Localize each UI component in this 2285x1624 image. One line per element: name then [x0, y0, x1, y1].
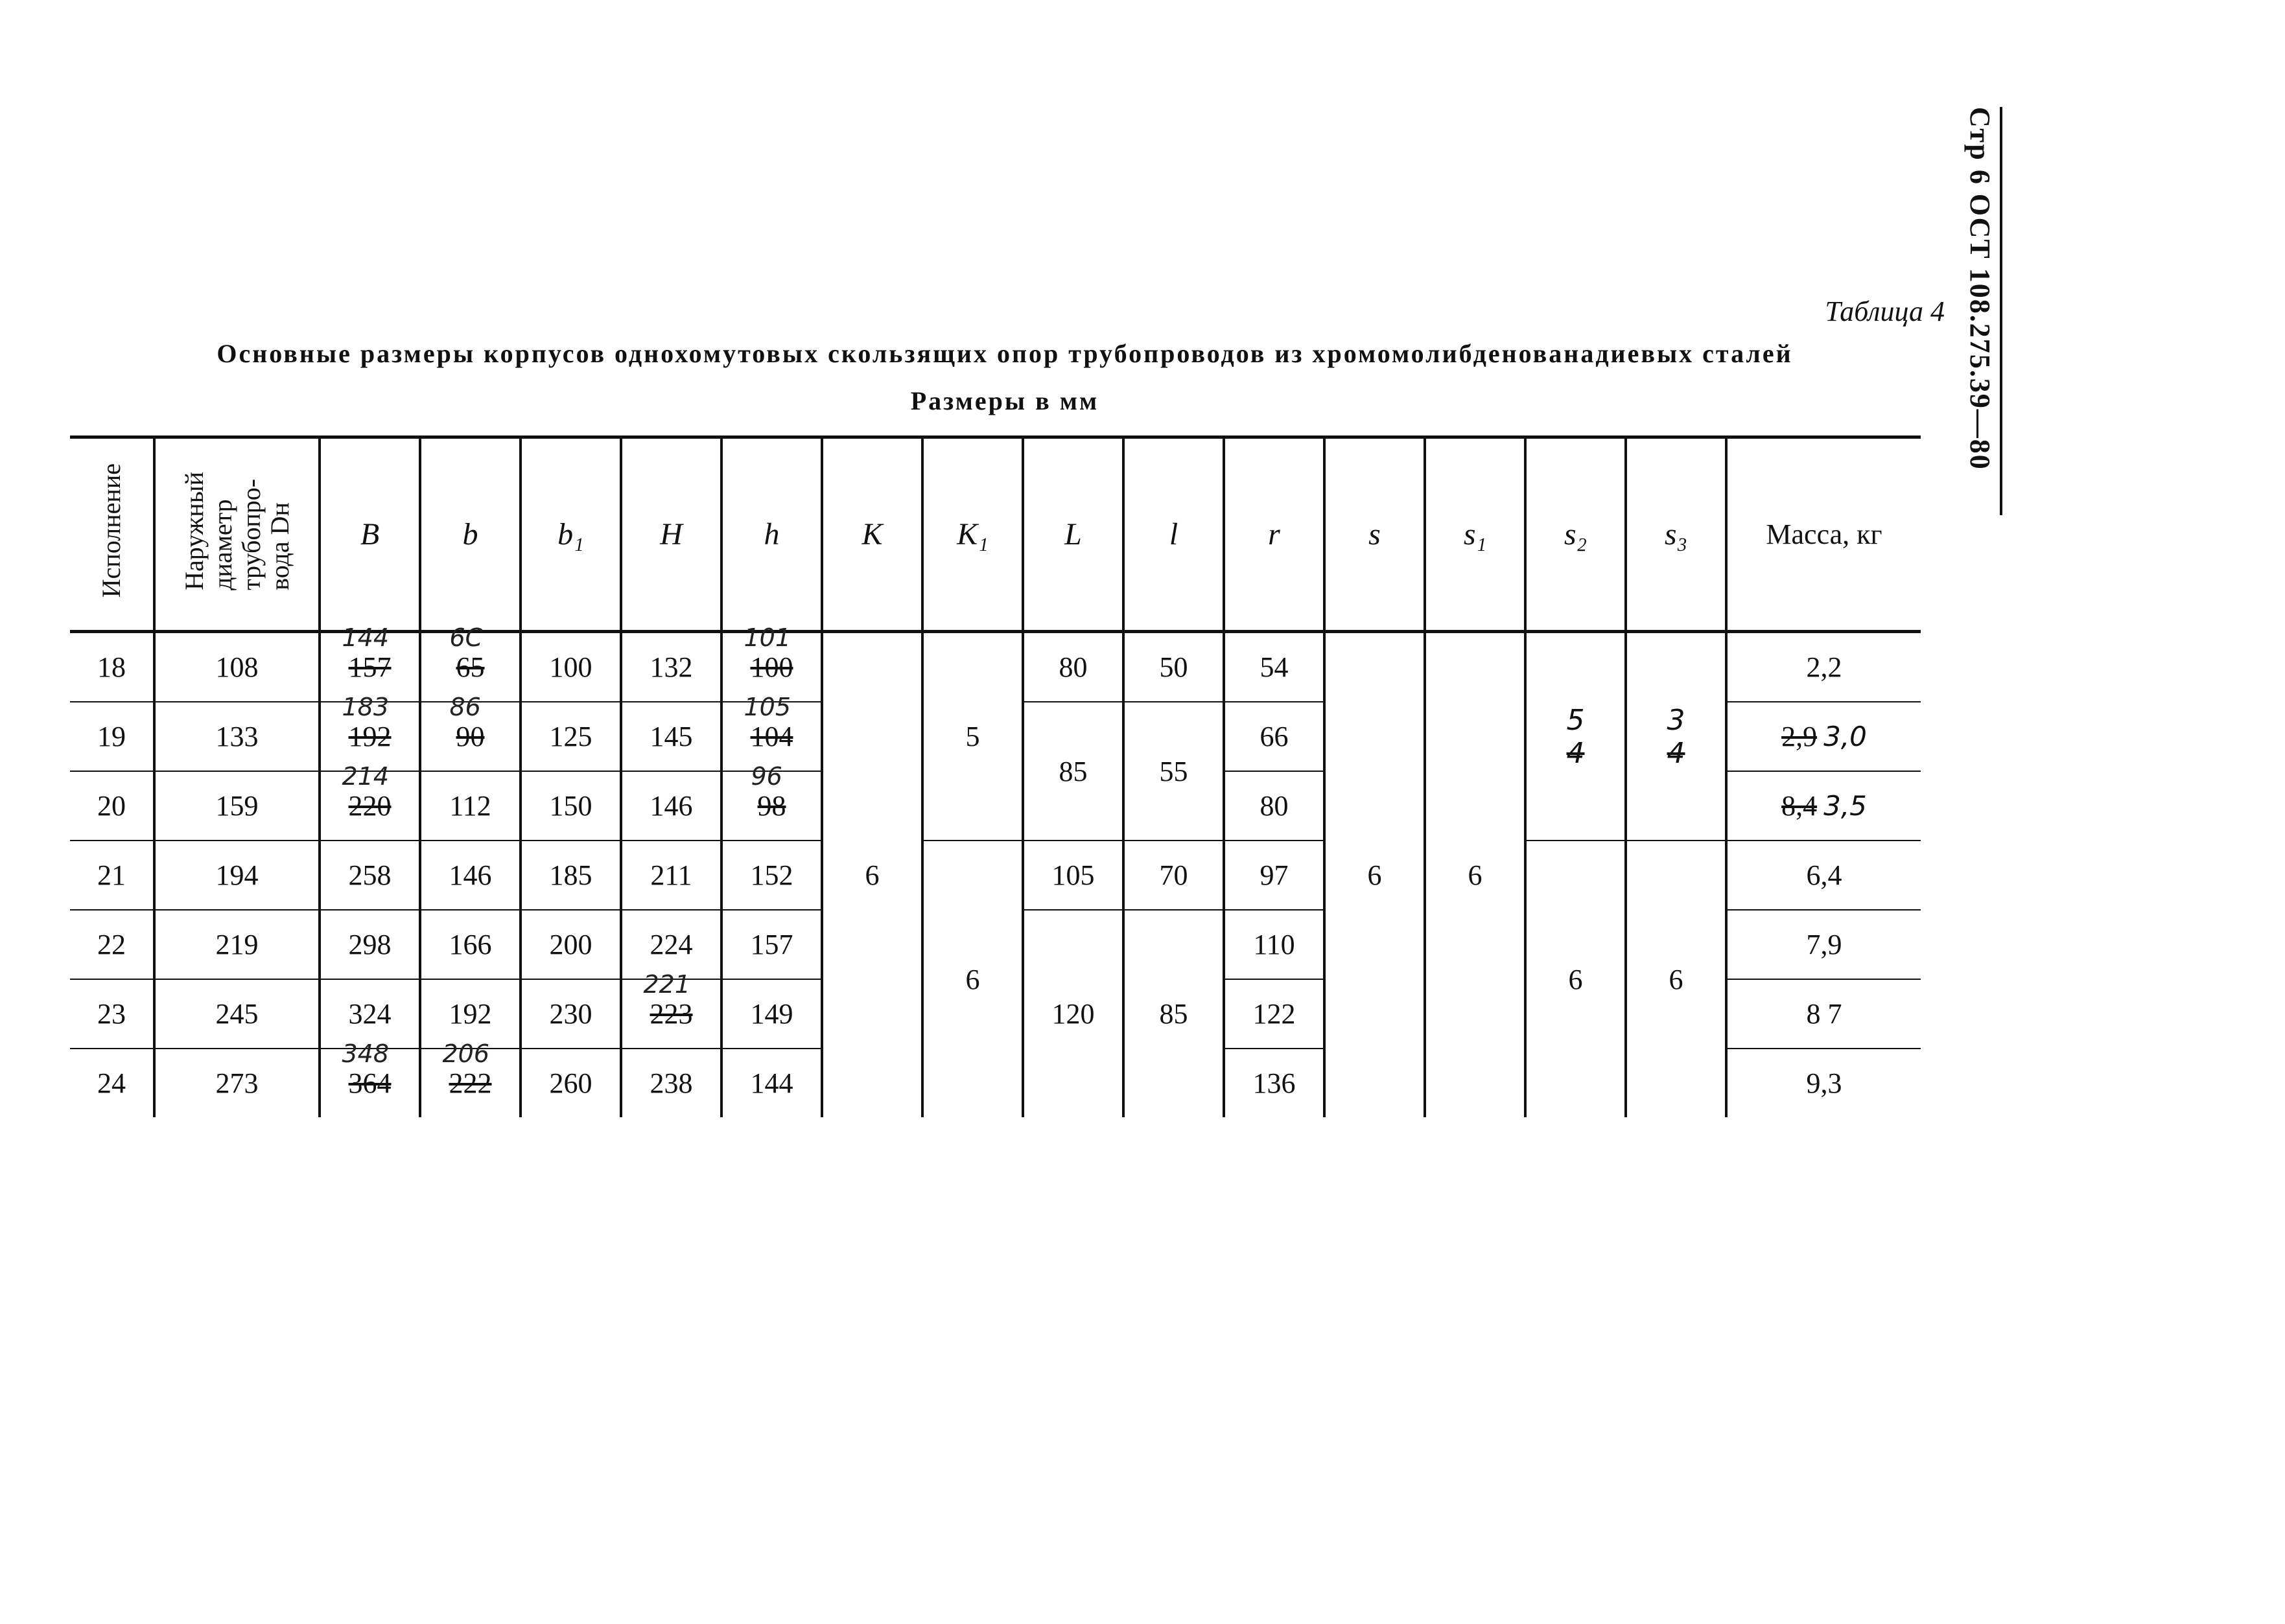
handwritten-correction: 348	[342, 1039, 390, 1068]
cell-h: 96 98	[721, 771, 822, 841]
handwritten-correction: 214	[342, 762, 390, 791]
cell-s2-top: 5 4	[1525, 632, 1626, 841]
cell-H: 211	[621, 841, 721, 910]
dimensions-table	[70, 435, 1921, 1117]
cell-r: 122	[1224, 979, 1324, 1049]
cell-H: 132	[621, 632, 721, 702]
cell-s-merged: 6	[1324, 632, 1425, 1118]
cell-h: 144	[721, 1049, 822, 1117]
cell-isp: 21	[70, 841, 154, 910]
cell-r: 54	[1224, 632, 1324, 702]
cell-isp: 20	[70, 771, 154, 841]
cell-B: 324	[320, 979, 420, 1049]
handwritten-correction: 144	[342, 623, 390, 652]
cell-mass: 7,9	[1726, 910, 1921, 979]
table-row	[70, 632, 1921, 702]
cell-H: 146	[621, 771, 721, 841]
col-header-diameter: Наружный диаметр трубопро- вода Dн	[154, 437, 320, 632]
cell-diameter: 159	[154, 771, 320, 841]
cell-B: 348 364	[320, 1049, 420, 1117]
cell-isp: 24	[70, 1049, 154, 1117]
cell-B: 258	[320, 841, 420, 910]
cell-mass: 2,2	[1726, 632, 1921, 702]
handwritten-correction: 105	[744, 693, 791, 721]
cell-mass: 8 7	[1726, 979, 1921, 1049]
col-header-s2: s₂	[1525, 437, 1626, 632]
cell-isp: 22	[70, 910, 154, 979]
page-header-text: Стр 6 ОСТ 108.275.39—80	[1964, 107, 1996, 470]
cell-b1: 100	[521, 632, 621, 702]
cell-H: 238	[621, 1049, 721, 1117]
cell-s2-bottom: 6	[1525, 841, 1626, 1117]
col-header-b1: b₁	[521, 437, 621, 632]
table-caption: Основные размеры корпусов однохомутовых скользящих опор трубопроводов из хромомолибденованадиевых сталей	[217, 339, 1793, 368]
cell-diameter: 245	[154, 979, 320, 1049]
cell-h: 152	[721, 841, 822, 910]
page-header	[1964, 107, 2016, 522]
cell-H: 224	[621, 910, 721, 979]
col-header-H: H	[621, 437, 721, 632]
cell-diameter: 108	[154, 632, 320, 702]
cell-b: 166	[420, 910, 521, 979]
cell-isp: 23	[70, 979, 154, 1049]
cell-l: 70	[1123, 841, 1224, 910]
cell-b: 112	[420, 771, 521, 841]
cell-l: 50	[1123, 632, 1224, 702]
cell-mass: 6,4	[1726, 841, 1921, 910]
cell-s1-merged: 6	[1425, 632, 1525, 1118]
table-label: Таблица 4	[1825, 296, 1945, 327]
cell-h: 149	[721, 979, 822, 1049]
cell-b: 86 90	[420, 702, 521, 771]
cell-diameter: 219	[154, 910, 320, 979]
cell-L: 105	[1023, 841, 1123, 910]
cell-diameter: 273	[154, 1049, 320, 1117]
cell-L-merged: 120	[1023, 910, 1123, 1117]
cell-r: 66	[1224, 702, 1324, 771]
col-header-K1: K₁	[922, 437, 1023, 632]
table-subcaption: Размеры в мм	[910, 386, 1099, 415]
col-header-h: h	[721, 437, 822, 632]
cell-b: 192	[420, 979, 521, 1049]
cell-r: 136	[1224, 1049, 1324, 1117]
cell-B: 214 220	[320, 771, 420, 841]
col-header-b: b	[420, 437, 521, 632]
col-header-K: K	[822, 437, 922, 632]
cell-b1: 230	[521, 979, 621, 1049]
col-header-mass: Масса, кг	[1726, 437, 1921, 632]
cell-b1: 125	[521, 702, 621, 771]
cell-r: 97	[1224, 841, 1324, 910]
cell-l-merged: 55	[1123, 702, 1224, 841]
col-header-s1: s₁	[1425, 437, 1525, 632]
cell-diameter: 133	[154, 702, 320, 771]
col-header-ispolnenie: Исполнение	[70, 437, 154, 632]
handwritten-correction: 86	[449, 693, 481, 721]
cell-b: 6С 65	[420, 632, 521, 702]
cell-b1: 185	[521, 841, 621, 910]
cell-K1-top: 5	[922, 632, 1023, 841]
col-header-s3: s₃	[1626, 437, 1726, 632]
cell-b1: 150	[521, 771, 621, 841]
cell-h: 101 100	[721, 632, 822, 702]
cell-H: 145	[621, 702, 721, 771]
handwritten-correction: 206	[442, 1039, 490, 1068]
col-header-r: r	[1224, 437, 1324, 632]
cell-B: 144 157	[320, 632, 420, 702]
cell-isp: 18	[70, 632, 154, 702]
cell-b: 146	[420, 841, 521, 910]
cell-B: 183 192	[320, 702, 420, 771]
cell-h: 105 104	[721, 702, 822, 771]
cell-K1-bottom: 6	[922, 841, 1023, 1117]
cell-b1: 260	[521, 1049, 621, 1117]
cell-diameter: 194	[154, 841, 320, 910]
cell-b1: 200	[521, 910, 621, 979]
handwritten-correction: 5	[1566, 703, 1585, 737]
handwritten-correction: 101	[744, 623, 791, 652]
dimensions-table-wrap	[70, 435, 1921, 1117]
cell-h: 157	[721, 910, 822, 979]
cell-mass: 2,9 3,0	[1726, 702, 1921, 771]
handwritten-correction: 183	[342, 693, 390, 721]
cell-K-merged: 6	[822, 632, 922, 1118]
cell-r: 110	[1224, 910, 1324, 979]
cell-L-merged: 85	[1023, 702, 1123, 841]
handwritten-correction: 221	[643, 970, 691, 999]
cell-L: 80	[1023, 632, 1123, 702]
cell-r: 80	[1224, 771, 1324, 841]
handwritten-correction: 3	[1667, 703, 1685, 737]
col-header-l: l	[1123, 437, 1224, 632]
cell-mass: 9,3	[1726, 1049, 1921, 1117]
handwritten-correction: 96	[751, 762, 782, 791]
col-header-L: L	[1023, 437, 1123, 632]
handwritten-correction: 6С	[449, 623, 483, 652]
handwritten-correction: 3,5	[1823, 790, 1867, 822]
table-row	[70, 841, 1921, 910]
col-header-B: B	[320, 437, 420, 632]
cell-s3-bottom: 6	[1626, 841, 1726, 1117]
cell-B: 298	[320, 910, 420, 979]
cell-s3-top: 3 4	[1626, 632, 1726, 841]
cell-b: 206 222	[420, 1049, 521, 1117]
cell-isp: 19	[70, 702, 154, 771]
cell-H: 221 223	[621, 979, 721, 1049]
handwritten-correction: 3,0	[1823, 721, 1867, 752]
cell-l-merged: 85	[1123, 910, 1224, 1117]
col-header-s: s	[1324, 437, 1425, 632]
cell-mass: 8,4 3,5	[1726, 771, 1921, 841]
